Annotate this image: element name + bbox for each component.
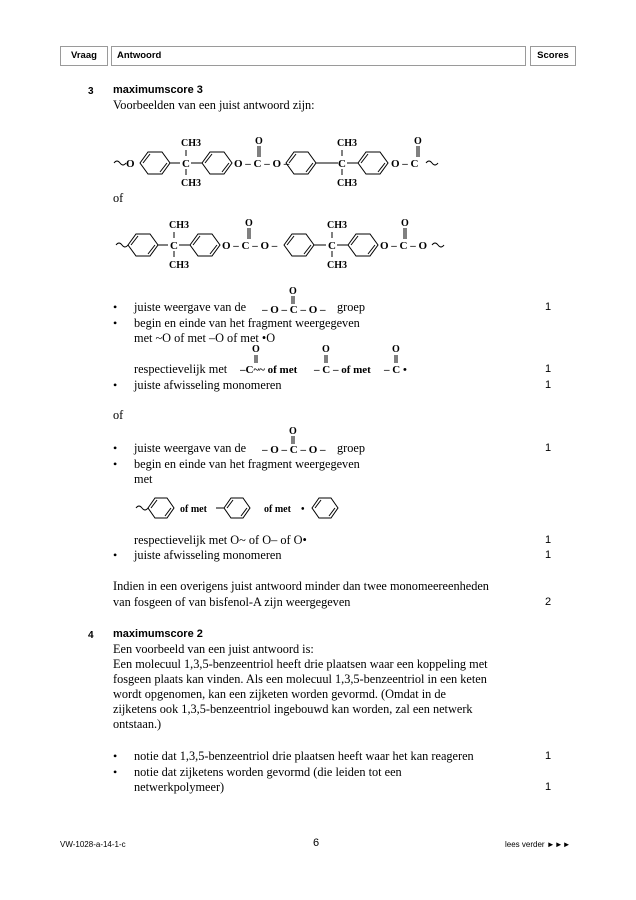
svg-text:O: O xyxy=(252,344,260,355)
q3-b3a: juiste afwisseling monomeren xyxy=(134,378,282,392)
q4-para-4: zijketens ook 1,3,5-benzeentriol ingebouwd kan worden, zal een netwerk xyxy=(113,702,473,716)
q4-para-2: fosgeen plaats kan vinden. Als een molecuul 1,3,5-benzeentriol in een keten xyxy=(113,672,487,686)
svg-text:O: O xyxy=(245,218,253,229)
q3-note-l1: Indien in een overigens juist antwoord minder dan twee monomeereenheden xyxy=(113,579,489,593)
q3-b3b: juiste afwisseling monomeren xyxy=(134,548,282,562)
q3-of-2: of xyxy=(113,408,124,422)
end-rings-b xyxy=(134,490,354,526)
svg-text:O: O xyxy=(322,344,330,355)
q3-of-1: of xyxy=(113,191,124,205)
svg-text:– O – C – O –: – O – C – O – xyxy=(262,444,326,456)
score-2a: 1 xyxy=(545,363,552,375)
svg-text:O – C – O: O – C – O xyxy=(380,240,428,252)
q3-b2a-l3: respectievelijk met xyxy=(134,362,228,376)
polymer-structure-1 xyxy=(110,132,450,196)
q3-number: 3 xyxy=(88,86,94,97)
q3-intro: Voorbeelden van een juist antwoord zijn: xyxy=(113,98,315,112)
svg-text:O: O xyxy=(126,158,135,170)
svg-text:O – C – O –: O – C – O – xyxy=(222,240,278,252)
q3-b2b-l3: respectievelijk met O~ of O– of O• xyxy=(134,533,307,547)
q3-b2a-l2: met ~O of met –O of met •O xyxy=(134,331,276,345)
page-number: 6 xyxy=(313,837,320,849)
svg-text:CH3: CH3 xyxy=(169,220,189,231)
svg-text:– O – C – O –: – O – C – O – xyxy=(262,304,326,316)
q4-title: maximumscore 2 xyxy=(113,628,203,640)
q4-para-3: wordt opgenomen, kan een zijketen worden gevormd. (Omdat in de xyxy=(113,687,446,701)
q4-para-0: Een voorbeeld van een juist antwoord is: xyxy=(113,642,314,656)
svg-text:CH3: CH3 xyxy=(337,178,357,189)
svg-text:O: O xyxy=(401,218,409,229)
polymer-structure-2 xyxy=(112,214,452,278)
bullet-2a: • xyxy=(113,316,118,330)
q4-para-1: Een molecuul 1,3,5-benzeentriol heeft drie plaatsen waar een koppeling met xyxy=(113,657,488,671)
svg-text:O: O xyxy=(289,426,297,437)
ch3-label: CH3 xyxy=(181,138,201,149)
svg-text:CH3: CH3 xyxy=(327,220,347,231)
q4-b1: notie dat 1,3,5-benzeentriol drie plaatsen heeft waar het kan reageren xyxy=(134,749,474,763)
svg-text:of met: of met xyxy=(264,504,291,515)
svg-text:C: C xyxy=(170,240,178,252)
footer-code: VW-1028-a-14-1-c xyxy=(60,840,126,849)
svg-text:CH3: CH3 xyxy=(181,178,201,189)
bullet-3b: • xyxy=(113,548,118,562)
svg-text:CH3: CH3 xyxy=(169,260,189,271)
score-1a: 1 xyxy=(545,301,552,313)
svg-text:C: C xyxy=(338,158,346,170)
svg-text:– C – of met: – C – of met xyxy=(314,364,371,376)
q3-b1a-pre: juiste weergave van de xyxy=(134,300,247,314)
q3-b1b-post: groep xyxy=(337,441,365,455)
footer-continue: lees verder ►►► xyxy=(505,840,571,849)
q3-b1a-post: groep xyxy=(337,300,365,314)
svg-text:O: O xyxy=(392,344,400,355)
svg-text:•: • xyxy=(301,504,305,515)
bullet-q4-2: • xyxy=(113,765,118,779)
q4-b2-l1: notie dat zijketens worden gevormd (die leiden tot een xyxy=(134,765,402,779)
header-scores: Scores xyxy=(530,46,576,66)
svg-text:of met: of met xyxy=(180,504,207,515)
q4-number: 4 xyxy=(88,630,94,641)
svg-text:CH3: CH3 xyxy=(337,138,357,149)
svg-text:O – C: O – C xyxy=(391,158,419,170)
q3-title: maximumscore 3 xyxy=(113,84,203,96)
svg-text:CH3: CH3 xyxy=(327,260,347,271)
bullet-2b: • xyxy=(113,457,118,471)
q3-b2b-l2: met xyxy=(134,472,153,486)
score-3b: 1 xyxy=(545,549,552,561)
score-q4-1: 1 xyxy=(545,750,552,762)
score-3a: 1 xyxy=(545,379,552,391)
svg-text:O – C – O –: O – C – O – xyxy=(234,158,290,170)
score-1b: 1 xyxy=(545,442,552,454)
q3-b2a-l1: begin en einde van het fragment weergegeven xyxy=(134,316,360,330)
svg-text:C: C xyxy=(182,158,190,170)
svg-text:– C •: – C • xyxy=(384,364,407,376)
svg-text:O: O xyxy=(414,136,422,147)
bullet-1a: • xyxy=(113,300,118,314)
score-2b: 1 xyxy=(545,534,552,546)
header-vraag: Vraag xyxy=(60,46,108,66)
bullet-1b: • xyxy=(113,441,118,455)
svg-text:–C~~ of met: –C~~ of met xyxy=(240,364,298,376)
score-note: 2 xyxy=(545,596,552,608)
q4-b2-l2: netwerkpolymeer) xyxy=(134,780,225,794)
q3-b2b-l1: begin en einde van het fragment weergegeven xyxy=(134,457,360,471)
bullet-q4-1: • xyxy=(113,749,118,763)
q4-para-5: ontstaan.) xyxy=(113,717,162,731)
score-q4-2: 1 xyxy=(545,781,552,793)
q3-b1b-pre: juiste weergave van de xyxy=(134,441,247,455)
end-groups-a xyxy=(240,342,420,378)
header-antwoord: Antwoord xyxy=(111,46,526,66)
svg-text:O: O xyxy=(289,286,297,297)
q3-note-l2: van fosgeen of van bisfenol-A zijn weergegeven xyxy=(113,595,351,609)
svg-text:C: C xyxy=(328,240,336,252)
bullet-3a: • xyxy=(113,378,118,392)
svg-text:O: O xyxy=(255,136,263,147)
